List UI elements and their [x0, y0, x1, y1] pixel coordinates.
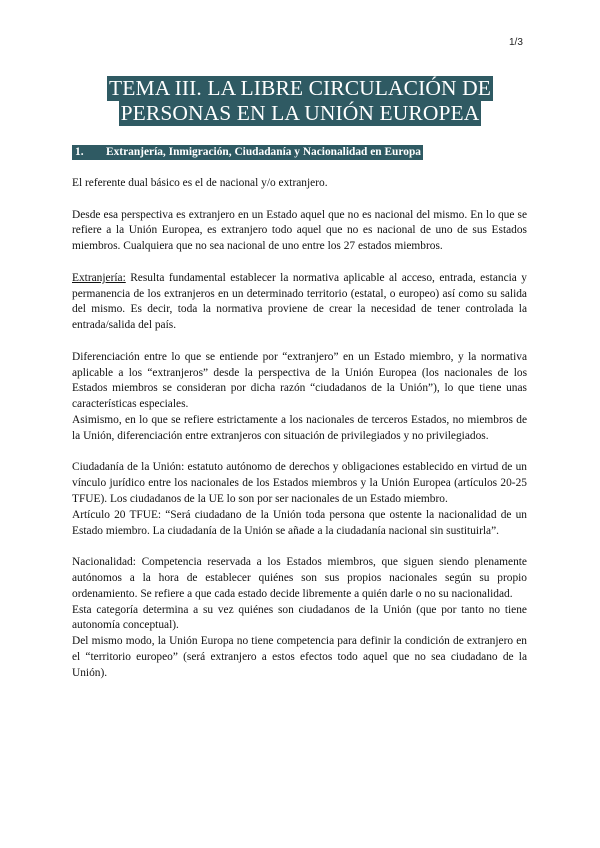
- paragraph-mismo-modo: Del mismo modo, la Unión Europa no tiene competencia para definir la condición de extranjero en el “territorio europeo” (será extranjero a estos efectos todo aquel que no sea ciudadano de la Unión).: [72, 635, 527, 679]
- paragraph-asimismo: Asimismo, en lo que se refiere estrictamente a los nacionales de terceros Estados, no miembros de la Unión, diferenciación entre extranjeros con situación de privilegiados y no privilegiados.: [72, 413, 527, 442]
- extranjeria-label: Extranjería:: [72, 271, 126, 284]
- extranjeria-text: Resulta fundamental establecer la normativa aplicable al acceso, entrada, estancia y permanencia de los extranjeros en un determinado territorio (estatal, o europeo) así como su salida del mismo. Es decir, toda la normativa proviene de crear la necesidad de tener controlada la entrada/salida del país.: [72, 271, 527, 332]
- paragraph-ciudadania: Ciudadanía de la Unión: estatuto autónomo de derechos y obligaciones establecido en virtud de un vínculo jurídico entre los nacionales de los Estados miembros y la Unión Europea (artículos 20-25 TFUE). Los ciudadanos de la UE lo son por ser nacionales de un Estado miembro.: [72, 461, 527, 505]
- paragraph-categoria: Esta categoría determina a su vez quiénes son ciudadanos de la Unión (que por tanto no tiene autonomía conceptual).: [72, 603, 527, 632]
- paragraph-extranjeria: [72, 271, 527, 334]
- document-body: [72, 176, 527, 682]
- paragraph-diferenciacion: Diferenciación entre lo que se entiende por “extranjero” en un Estado miembro, y la normativa aplicable a los “extranjeros” desde la perspectiva de la Unión Europea (los nacionales de los Estados miembros se consideran por dicha razón “ciudadanos de la Unión”), lo que tiene unas características especiales.: [72, 350, 527, 411]
- section-heading: [72, 145, 423, 160]
- paragraph-articulo-20: Artículo 20 TFUE: “Será ciudadano de la Unión toda persona que ostente la nacionalidad de un Estado miembro. La ciudadanía de la Unión se añade a la ciudadanía nacional sin sustituirla”.: [72, 508, 527, 537]
- paragraph-perspectiva: Desde esa perspectiva es extranjero en un Estado aquel que no es nacional del mismo. En lo que se refiere a la Unión Europea, es extranjero todo aquel que no es nacional de uno de sus Estados miembros. Cualquiera que no sea nacional de uno entre los 27 estados miembros.: [72, 208, 527, 253]
- section-heading-text: Extranjería, Inmigración, Ciudadanía y Nacionalidad en Europa: [106, 146, 421, 158]
- paragraph-referente: El referente dual básico es el de nacional y/o extranjero.: [72, 177, 328, 189]
- section-number: 1.: [75, 146, 84, 158]
- paragraph-nacionalidad: Nacionalidad: Competencia reservada a los Estados miembros, que siguen siendo plenamente autónomos a la hora de establecer quiénes son sus propios nacionales según su propio ordenamiento. Se refiere a que cada estado decide libremente a quién darle o no su nacionalidad.: [72, 556, 527, 600]
- title-line-1: TEMA III. LA LIBRE CIRCULACIÓN DE: [109, 76, 491, 100]
- page-title: [0, 76, 600, 126]
- title-line-2: PERSONAS EN LA UNIÓN EUROPEA: [120, 101, 480, 125]
- page-number: 1/3: [509, 37, 523, 48]
